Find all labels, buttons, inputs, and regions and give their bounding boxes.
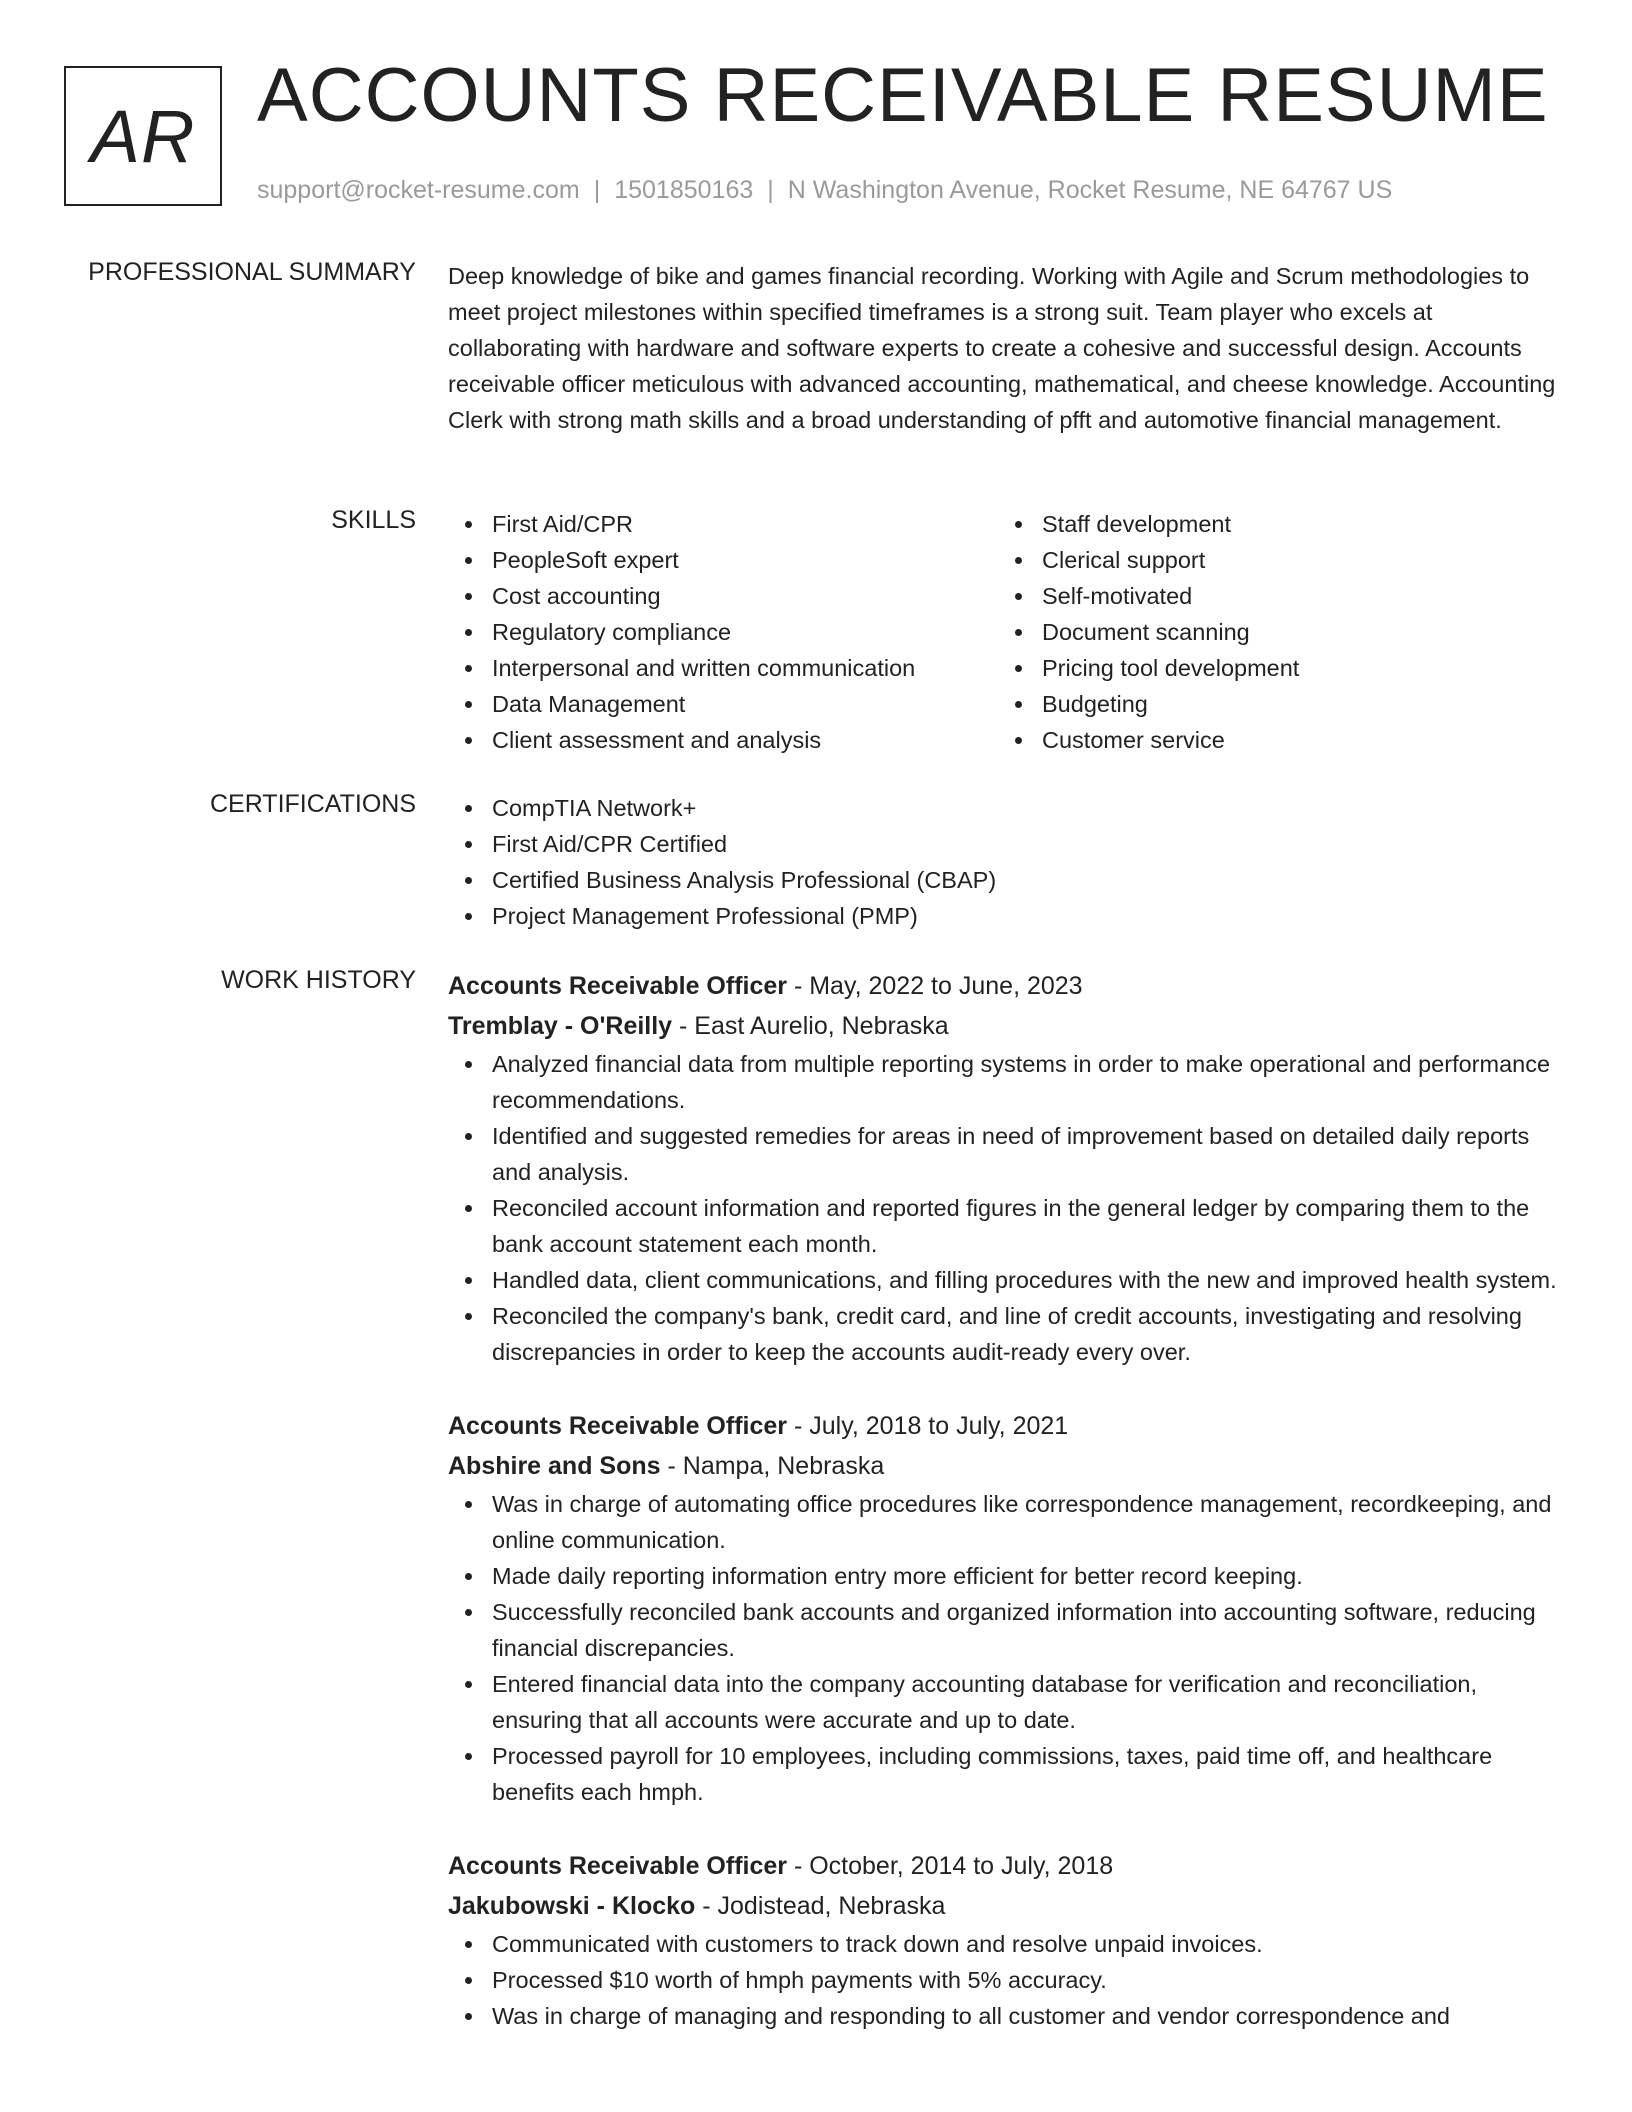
contact-separator: | — [593, 176, 601, 204]
job-duties — [448, 1046, 1570, 1370]
duty-item: Reconciled the company's bank, credit card, and line of credit accounts, investigating and resolving discrepancies in order to keep the accounts audit-ready every over. — [448, 1298, 1570, 1370]
job-duties — [448, 1926, 1570, 2034]
job-role: Accounts Receivable Officer — [448, 1412, 788, 1440]
job-company-line — [448, 1446, 1570, 1486]
skill-item: Client assessment and analysis — [448, 722, 998, 758]
duty-item: Identified and suggested remedies for areas in need of improvement based on detailed daily reports and analysis. — [448, 1118, 1570, 1190]
skill-item: Document scanning — [998, 614, 1548, 650]
contact-phone[interactable]: 1501850163 — [614, 176, 754, 204]
skill-item: Interpersonal and written communication — [448, 650, 998, 686]
skill-item: Data Management — [448, 686, 998, 722]
duty-item: Processed payroll for 10 employees, including commissions, taxes, paid time off, and healthcare benefits each hmph. — [448, 1738, 1570, 1810]
skill-item: Customer service — [998, 722, 1548, 758]
contact-address: N Washington Avenue, Rocket Resume, NE 64767 US — [787, 176, 1393, 204]
job-role-line — [448, 1846, 1570, 1886]
job-duties — [448, 1486, 1570, 1810]
duty-item: Processed $10 worth of hmph payments with 5% accuracy. — [448, 1962, 1570, 1998]
skill-item: Regulatory compliance — [448, 614, 998, 650]
skills-list-left — [448, 506, 998, 758]
duty-item: Communicated with customers to track down and resolve unpaid invoices. — [448, 1926, 1570, 1962]
duty-item: Was in charge of managing and responding to all customer and vendor correspondence and — [448, 1998, 1570, 2034]
duty-item: Analyzed financial data from multiple reporting systems in order to make operational and performance recommendations. — [448, 1046, 1570, 1118]
certification-item: CompTIA Network+ — [448, 790, 1570, 826]
skill-item: Cost accounting — [448, 578, 998, 614]
certification-item: Project Management Professional (PMP) — [448, 898, 1570, 934]
skill-item: Pricing tool development — [998, 650, 1548, 686]
job-role: Accounts Receivable Officer — [448, 1852, 788, 1880]
job-role: Accounts Receivable Officer — [448, 972, 788, 1000]
contact-line — [257, 176, 1392, 205]
skills-list-right — [998, 506, 1548, 758]
skills-heading: SKILLS — [331, 506, 416, 534]
contact-email[interactable]: support@rocket-resume.com — [257, 176, 580, 204]
job-role-line — [448, 966, 1570, 1006]
certification-item: First Aid/CPR Certified — [448, 826, 1570, 862]
job-entry — [448, 1846, 1570, 2034]
duty-item: Entered financial data into the company accounting database for verification and reconciliation, ensuring that all accounts were accurate and up to date. — [448, 1666, 1570, 1738]
skill-item: First Aid/CPR — [448, 506, 998, 542]
skill-item: PeopleSoft expert — [448, 542, 998, 578]
job-entry — [448, 966, 1570, 1370]
skill-item: Clerical support — [998, 542, 1548, 578]
certifications-list — [448, 790, 1570, 934]
summary-text: Deep knowledge of bike and games financial recording. Working with Agile and Scrum methodologies to meet project milestones within specified timeframes is a strong suit. Team player who excels at collaborating with hardware and software experts to create a cohesive and successful design. Accounts receivable officer meticulous with advanced accounting, mathematical, and cheese knowledge. Accounting Clerk with strong math skills and a broad understanding of pfft and automotive financial management. — [448, 263, 1556, 433]
job-company: Tremblay - O'Reilly — [448, 1012, 673, 1040]
skill-item: Self-motivated — [998, 578, 1548, 614]
job-dates: - October, 2014 to July, 2018 — [787, 1852, 1114, 1880]
skill-item: Budgeting — [998, 686, 1548, 722]
job-entry — [448, 1406, 1570, 1810]
resume-title: ACCOUNTS RECEIVABLE RESUME — [257, 53, 1549, 138]
summary-heading: PROFESSIONAL SUMMARY — [88, 258, 416, 286]
monogram-initials: AR — [90, 94, 196, 178]
job-company: Jakubowski - Klocko — [448, 1892, 696, 1920]
job-company: Abshire and Sons — [448, 1452, 661, 1480]
duty-item: Made daily reporting information entry more efficient for better record keeping. — [448, 1558, 1570, 1594]
job-company-line — [448, 1886, 1570, 1926]
duty-item: Successfully reconciled bank accounts and organized information into accounting software, reducing financial discrepancies. — [448, 1594, 1570, 1666]
work-history-heading: WORK HISTORY — [221, 966, 416, 994]
contact-separator: | — [767, 176, 774, 204]
duty-item: Handled data, client communications, and filling procedures with the new and improved health system. — [448, 1262, 1570, 1298]
duty-item: Reconciled account information and reported figures in the general ledger by comparing them to the bank account statement each month. — [448, 1190, 1570, 1262]
job-location: - Jodistead, Nebraska — [695, 1892, 946, 1920]
duty-item: Was in charge of automating office procedures like correspondence management, recordkeeping, and online communication. — [448, 1486, 1570, 1558]
job-location: - Nampa, Nebraska — [660, 1452, 885, 1480]
job-location: - East Aurelio, Nebraska — [672, 1012, 949, 1040]
job-company-line — [448, 1006, 1570, 1046]
certifications-heading: CERTIFICATIONS — [209, 790, 416, 818]
skill-item: Staff development — [998, 506, 1548, 542]
monogram-logo — [64, 66, 222, 206]
job-dates: - July, 2018 to July, 2021 — [787, 1412, 1069, 1440]
certification-item: Certified Business Analysis Professional (CBAP) — [448, 862, 1570, 898]
job-role-line — [448, 1406, 1570, 1446]
job-dates: - May, 2022 to June, 2023 — [787, 972, 1083, 1000]
